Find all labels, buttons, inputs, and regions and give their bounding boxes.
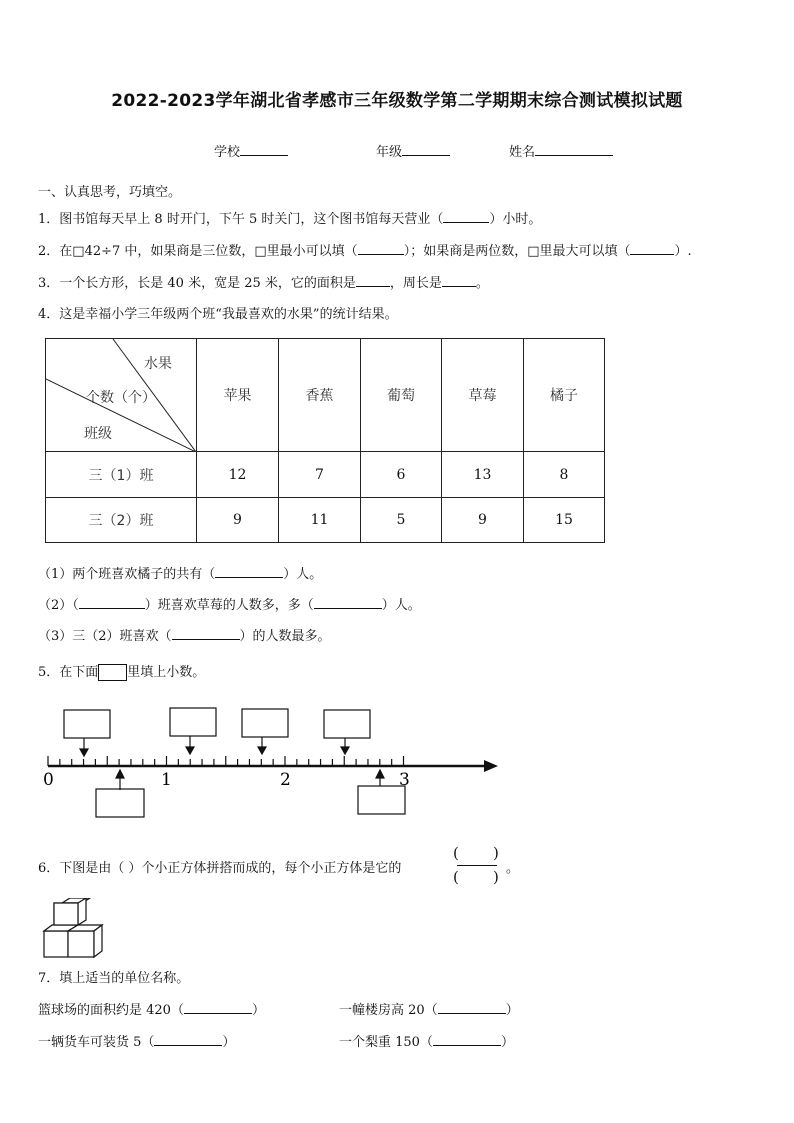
answer-box[interactable]	[242, 709, 288, 737]
col-header: 香蕉	[279, 339, 361, 452]
tick-label: 2	[280, 770, 291, 790]
tick-label: 0	[43, 770, 54, 790]
answer-blank[interactable]	[314, 596, 382, 609]
col-header: 苹果	[197, 339, 279, 452]
table-cell: 9	[197, 498, 279, 543]
question-7-item: 篮球场的面积约是 420（ ）	[38, 1003, 265, 1018]
table-cell: 7	[279, 452, 361, 498]
axis-arrow-icon	[484, 760, 498, 772]
table-cell: 15	[524, 498, 605, 543]
diag-label-class: 班级	[84, 426, 112, 442]
table-row	[46, 452, 605, 498]
question-7-item: 一个梨重 150（ ）	[339, 1035, 514, 1050]
answer-blank[interactable]	[356, 274, 390, 287]
answer-box[interactable]	[170, 708, 216, 736]
answer-blank[interactable]	[154, 1033, 222, 1046]
answer-box[interactable]	[64, 710, 110, 738]
table-cell: 13	[442, 452, 524, 498]
question-7: 7．填上适当的单位名称。	[38, 971, 190, 986]
diag-label-count: 个数（个）	[86, 390, 156, 406]
answer-blank[interactable]	[438, 1001, 506, 1014]
grade-field[interactable]: 年级	[376, 141, 450, 160]
name-field[interactable]: 姓名	[509, 141, 613, 160]
answer-box[interactable]	[96, 789, 144, 817]
section-heading: 一、认真思考，巧填空。	[38, 185, 182, 200]
answer-blank[interactable]	[172, 627, 240, 640]
box-icon	[98, 664, 127, 681]
fruit-stat-table	[45, 338, 605, 543]
answer-blank[interactable]	[433, 1033, 501, 1046]
answer-blank[interactable]	[443, 210, 489, 223]
answer-blank[interactable]	[358, 242, 404, 255]
row-label: 三（2）班	[46, 498, 197, 543]
question-7-item: 一辆货车可装货 5（ ）	[38, 1035, 236, 1050]
tick-label: 1	[161, 770, 172, 790]
question-2: 2．在□42÷7 中，如果商是三位数，□里最小可以填（ ）；如果商是两位数，□里最大可以填（ ）.	[38, 244, 692, 259]
answer-box[interactable]	[324, 710, 370, 738]
table-row	[46, 498, 605, 543]
table-cell: 8	[524, 452, 605, 498]
diag-label-fruit: 水果	[144, 356, 172, 372]
answer-blank[interactable]	[215, 565, 283, 578]
answer-box[interactable]	[358, 786, 405, 814]
number-line	[38, 700, 508, 820]
col-header: 葡萄	[361, 339, 442, 452]
question-3: 3．一个长方形，长是 40 米，宽是 25 米，它的面积是 ，周长是 。	[38, 276, 489, 291]
page-title: 2022-2023学年湖北省孝感市三年级数学第二学期期末综合测试模拟试题	[111, 91, 683, 111]
question-4-sub-3: （3）三（2）班喜欢（ ）的人数最多。	[38, 629, 331, 644]
question-6-end: 。	[506, 861, 520, 876]
table-cell: 6	[361, 452, 442, 498]
table-cell: 9	[442, 498, 524, 543]
question-6: 6．下图是由（ ）个小正方体拼搭而成的，每个小正方体是它的	[38, 861, 402, 876]
school-field[interactable]: 学校	[214, 141, 288, 160]
question-7-item: 一幢楼房高 20（ ）	[339, 1003, 519, 1018]
col-header: 橘子	[524, 339, 605, 452]
fraction-blank[interactable]: ( ) ( )	[453, 844, 499, 886]
arrow-down-icon	[80, 736, 349, 756]
diagonal-header-cell	[46, 339, 197, 452]
row-label: 三（1）班	[46, 452, 197, 498]
cube-stack-figure	[42, 898, 108, 960]
table-cell: 5	[361, 498, 442, 543]
table-cell: 12	[197, 452, 279, 498]
question-4: 4．这是幸福小学三年级两个班“我最喜欢的水果”的统计结果。	[38, 307, 398, 322]
answer-blank[interactable]	[184, 1001, 252, 1014]
question-1: 1．图书馆每天早上 8 时开门，下午 5 时关门，这个图书馆每天营业（ ）小时。	[38, 212, 542, 227]
question-4-sub-2: （2）（ ）班喜欢草莓的人数多，多（ ）人。	[38, 598, 421, 613]
arrow-up-icon	[116, 770, 384, 790]
table-cell: 11	[279, 498, 361, 543]
question-4-sub-1: （1）两个班喜欢橘子的共有（ ）人。	[38, 567, 323, 582]
answer-blank[interactable]	[630, 242, 674, 255]
answer-blank[interactable]	[442, 274, 476, 287]
question-5: 5．在下面 里填上小数。	[38, 665, 206, 680]
tick-label: 3	[399, 770, 410, 790]
fraction-bar	[457, 865, 497, 866]
answer-blank[interactable]	[79, 596, 145, 609]
col-header: 草莓	[442, 339, 524, 452]
